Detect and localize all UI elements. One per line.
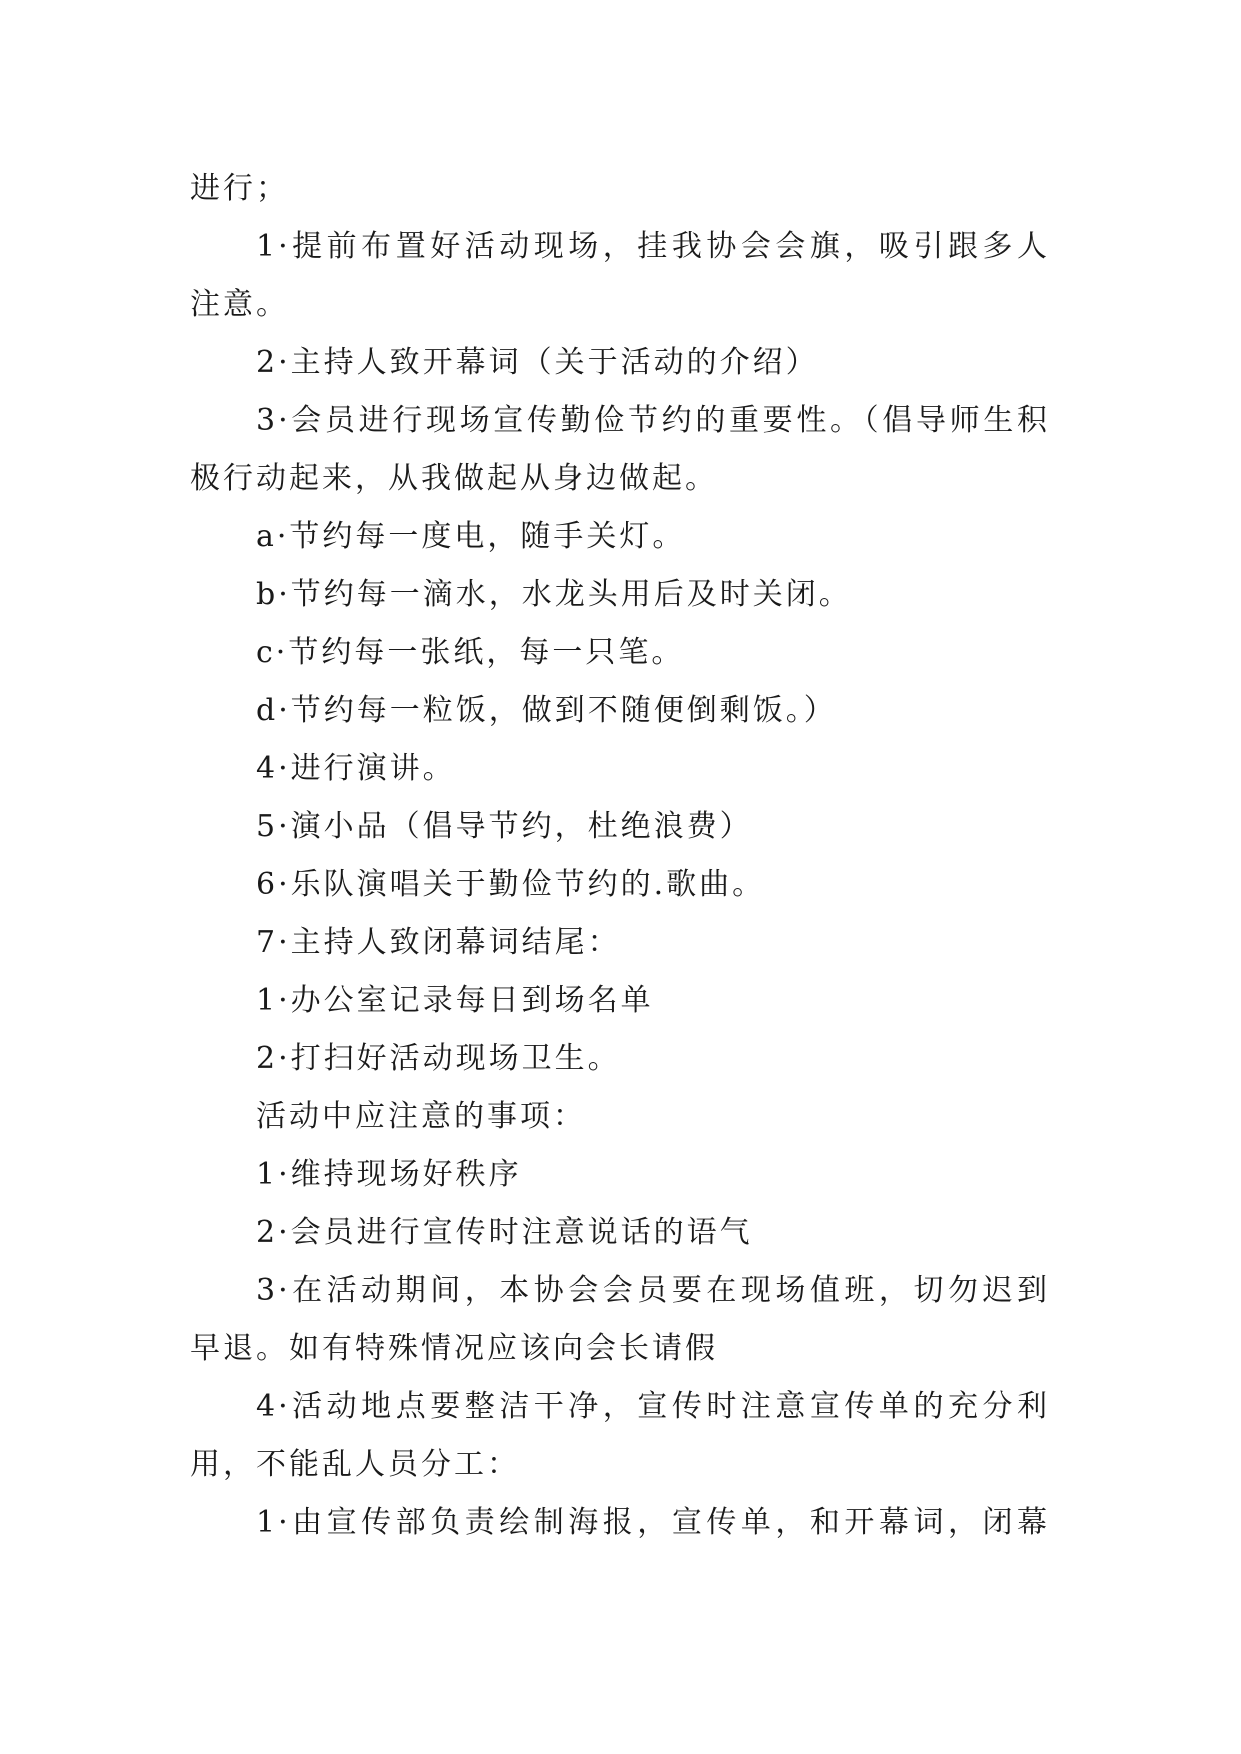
- document-body: [190, 160, 1050, 1552]
- text-line: 早退。如有特殊情况应该向会长请假: [190, 1331, 718, 1366]
- text-line: 2·会员进行宣传时注意说话的语气: [256, 1215, 753, 1250]
- text-line: 进行；: [190, 171, 289, 206]
- text-line: 5·演小品（倡导节约，杜绝浪费）: [256, 809, 753, 844]
- text-line: 注意。: [190, 287, 289, 322]
- text-line: 3·会员进行现场宣传勤俭节约的重要性。（倡导师生积: [256, 403, 1050, 438]
- text-line: b·节约每一滴水，水龙头用后及时关闭。: [256, 577, 852, 612]
- text-line: c·节约每一张纸，每一只笔。: [256, 635, 685, 670]
- text-line: 3·在活动期间，本协会会员要在现场值班，切勿迟到: [256, 1273, 1050, 1308]
- text-line: 2·主持人致开幕词（关于活动的介绍）: [256, 345, 819, 380]
- text-line: 2·打扫好活动现场卫生。: [256, 1041, 621, 1076]
- text-line: 1·办公室记录每日到场名单: [256, 983, 654, 1018]
- text-line: 1·维持现场好秩序: [256, 1157, 522, 1192]
- text-line: 活动中应注意的事项：: [256, 1099, 586, 1134]
- text-line: 1·由宣传部负责绘制海报，宣传单，和开幕词，闭幕: [256, 1505, 1050, 1540]
- text-line: 1·提前布置好活动现场，挂我协会会旗，吸引跟多人: [256, 229, 1050, 264]
- text-line: 7·主持人致闭幕词结尾：: [256, 925, 621, 960]
- text-line: 极行动起来，从我做起从身边做起。: [190, 461, 718, 496]
- text-line: d·节约每一粒饭，做到不随便倒剩饭。）: [256, 693, 837, 728]
- text-line: 4·进行演讲。: [256, 751, 456, 786]
- text-line: 用，不能乱人员分工：: [190, 1447, 520, 1482]
- text-line: 4·活动地点要整洁干净，宣传时注意宣传单的充分利: [256, 1389, 1050, 1424]
- text-line: a·节约每一度电，随手关灯。: [256, 519, 686, 554]
- text-line: 6·乐队演唱关于勤俭节约的.歌曲。: [256, 867, 766, 902]
